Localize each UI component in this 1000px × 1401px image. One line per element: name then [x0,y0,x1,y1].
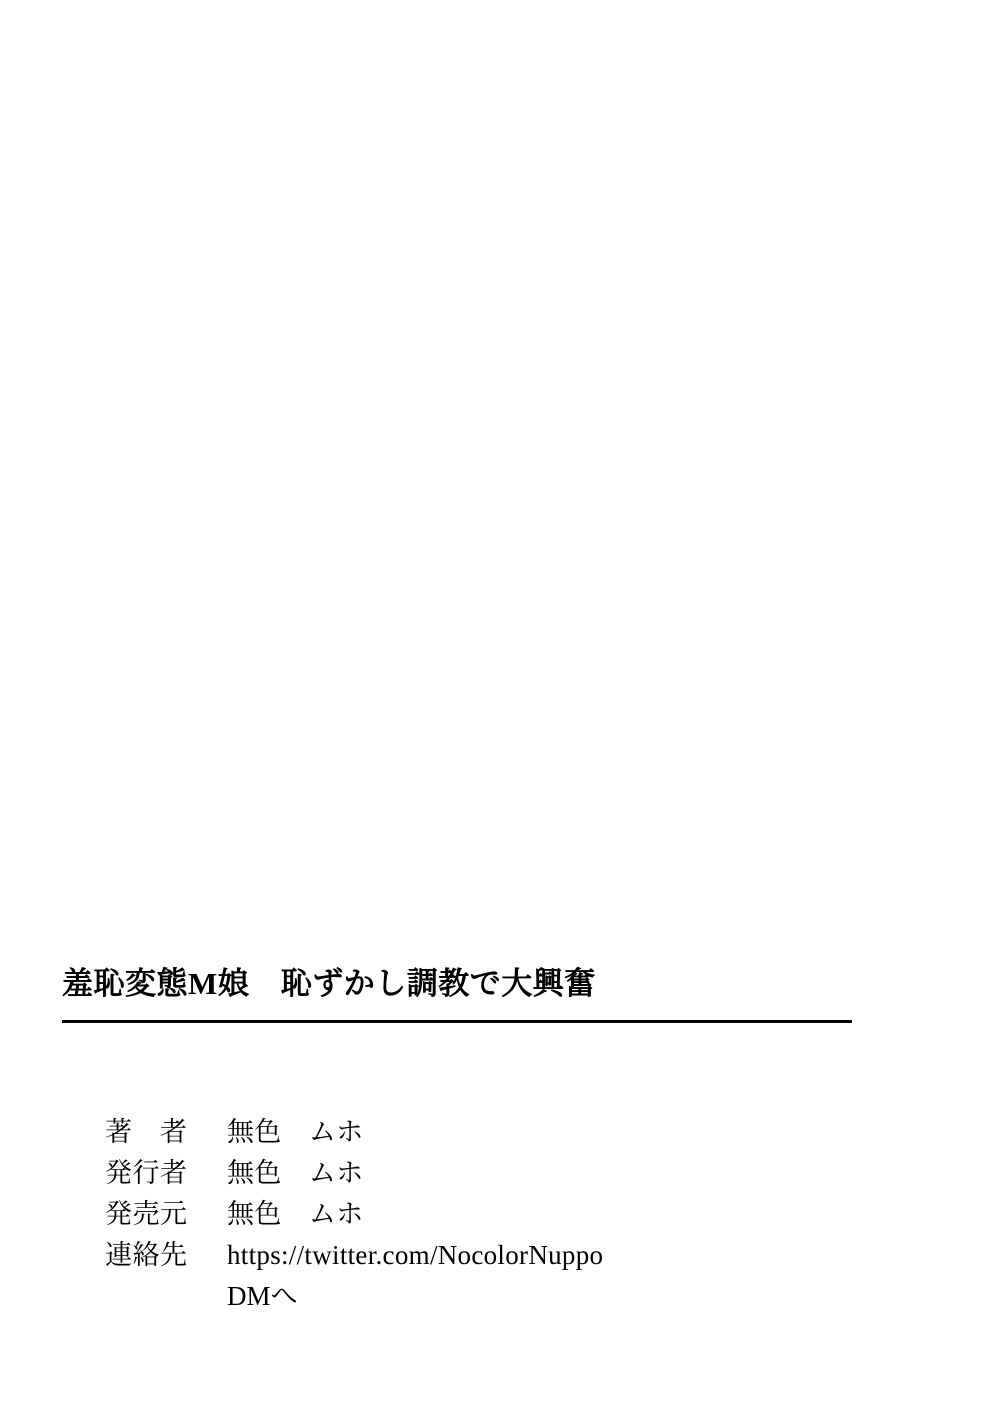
credit-value-distributor: 無色 ムホ [227,1199,364,1229]
contact-note: DMへ [227,1281,298,1311]
credits-list [105,1112,905,1317]
credit-value-publisher: 無色 ムホ [227,1158,364,1188]
title-divider [62,1020,852,1023]
credit-label-contact: 連絡先 [105,1240,188,1270]
page-title: 羞恥変態M娘 恥ずかし調教で大興奮 [62,966,596,1001]
credit-row [105,1235,905,1276]
credit-row [105,1112,905,1153]
colophon-block [62,965,852,1023]
credit-label-publisher: 発行者 [105,1158,188,1188]
contact-url[interactable]: https://twitter.com/NocolorNuppo [227,1240,604,1270]
credit-row [105,1194,905,1235]
credit-label-distributor: 発売元 [105,1199,188,1229]
credit-value-author: 無色 ムホ [227,1117,364,1147]
credit-row [105,1153,905,1194]
credit-label-author: 著 者 [105,1117,188,1147]
